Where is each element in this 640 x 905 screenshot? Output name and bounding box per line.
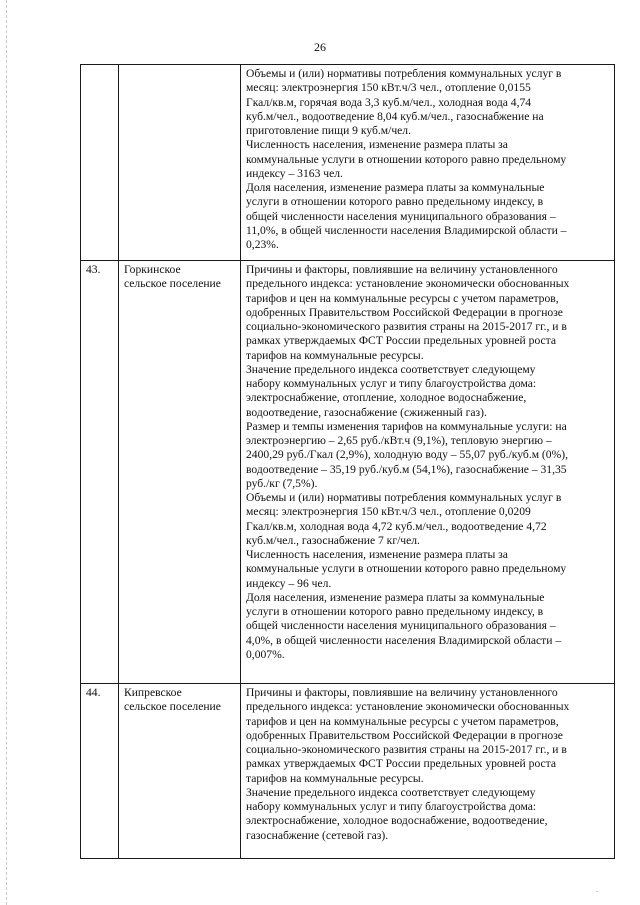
- paragraph: Численность населения, изменение размера платы за коммунальные услуги в отношении которого равно предельному индексу – 96 чел.: [246, 548, 567, 590]
- paragraph: Объемы и (или) нормативы потребления коммунальных услуг в месяц: электроэнергия 150 кВт.ч/3 чел., отопление 0,0155 Гкал/кв.м, горячая вода 3,3 куб.м/чел., холодная вода 4,74 куб.м/чел., водоотведение 8,04 куб.м/чел., газоснабжение на приготовление пищи 9 куб.м/чел.: [246, 67, 562, 137]
- table-row-continuation: [81, 65, 615, 261]
- page-number: 26: [314, 40, 326, 54]
- page-left-edge: [6, 0, 8, 905]
- paragraph: Доля населения, изменение размера платы за коммунальные услуги в отношении которого равно предельному индексу, в общей численности населения муниципального образования – 11,0%, в общей численности населения Владимирской области – 0,23%.: [246, 181, 567, 251]
- paragraph: Объемы и (или) нормативы потребления коммунальных услуг в месяц: электроэнергия 150 кВт.ч/3 чел., отопление 0,0209 Гкал/кв.м, холодная вода 4,72 куб.м/чел., водоотведение 4,72 куб.м/чел., газоснабжение 7 кг/чел.: [246, 491, 562, 547]
- description-cell: [241, 684, 615, 859]
- paragraph: Численность населения, изменение размера платы за коммунальные услуги в отношении которого равно предельному индексу – 3163 чел.: [246, 138, 567, 180]
- description-cell: [241, 65, 615, 261]
- paragraph: Причины и факторы, повлиявшие на величину установленного предельного индекса: установление экономически обоснованных тарифов и цен на коммунальные ресурсы с учетом параметров, одобренных Правительством Российской Федерации в прогнозе социально-экономического развития страны на 2015-2017 гг., и в рамках утверждаемых ФСТ России предельных уровней роста тарифов на коммунальные ресурсы.: [246, 686, 570, 785]
- paragraph: Доля населения, изменение размера платы за коммунальные услуги в отношении которого равно предельному индексу, в общей численности населения муниципального образования – 4,0%, в общей численности населения Владимирской области – 0,007%.: [246, 590, 562, 661]
- tariff-table: [80, 64, 615, 859]
- table-row-43: [81, 261, 615, 684]
- paragraph: Причины и факторы, повлиявшие на величину установленного предельного индекса: установление экономически обоснованных тарифов и цен на коммунальные ресурсы с учетом параметров, одобренных Правительством Российской Федерации в прогнозе социально-экономического развития страны на 2015-2017 гг., и в рамках утверждаемых ФСТ России предельных уровней роста тарифов на коммунальные ресурсы.: [246, 263, 570, 362]
- paragraph: Значение предельного индекса соответствует следующему набору коммунальных услуг и типу благоустройства дома: электроснабжение, отопление, холодное водоснабжение, водоотведение, газоснабжение (сжиженный газ).: [246, 362, 537, 419]
- row-number-cell: [81, 65, 119, 261]
- settlement-name: Горкинское сельское поселение: [124, 263, 221, 291]
- description-cell: [241, 261, 615, 684]
- table-row-44: [81, 684, 615, 859]
- settlement-name-cell: [119, 65, 241, 261]
- row-number-cell: 43.: [81, 261, 119, 684]
- settlement-name-cell: [119, 261, 241, 684]
- paragraph: Значение предельного индекса соответствует следующему набору коммунальных услуг и типу благоустройства дома: электроснабжение, холодное водоснабжение, водоотведение, газоснабжение (сетевой газ).: [246, 785, 548, 842]
- scan-mark: .: [596, 884, 599, 894]
- settlement-name-cell: [119, 684, 241, 859]
- settlement-name: Кипревское сельское поселение: [124, 686, 221, 714]
- paragraph: Размер и темпы изменения тарифов на коммунальные услуги: на электроэнергию – 2,65 руб./кВт.ч (9,1%), тепловую энергию – 2400,29 руб./Гкал (2,9%), холодную воду – 55,07 руб./куб.м (0%), водоотведение – 35,19 руб./куб.м (54,1%), газоснабжение – 31,35 руб./кг (7,5%).: [246, 419, 569, 490]
- row-number-cell: 44.: [81, 684, 119, 859]
